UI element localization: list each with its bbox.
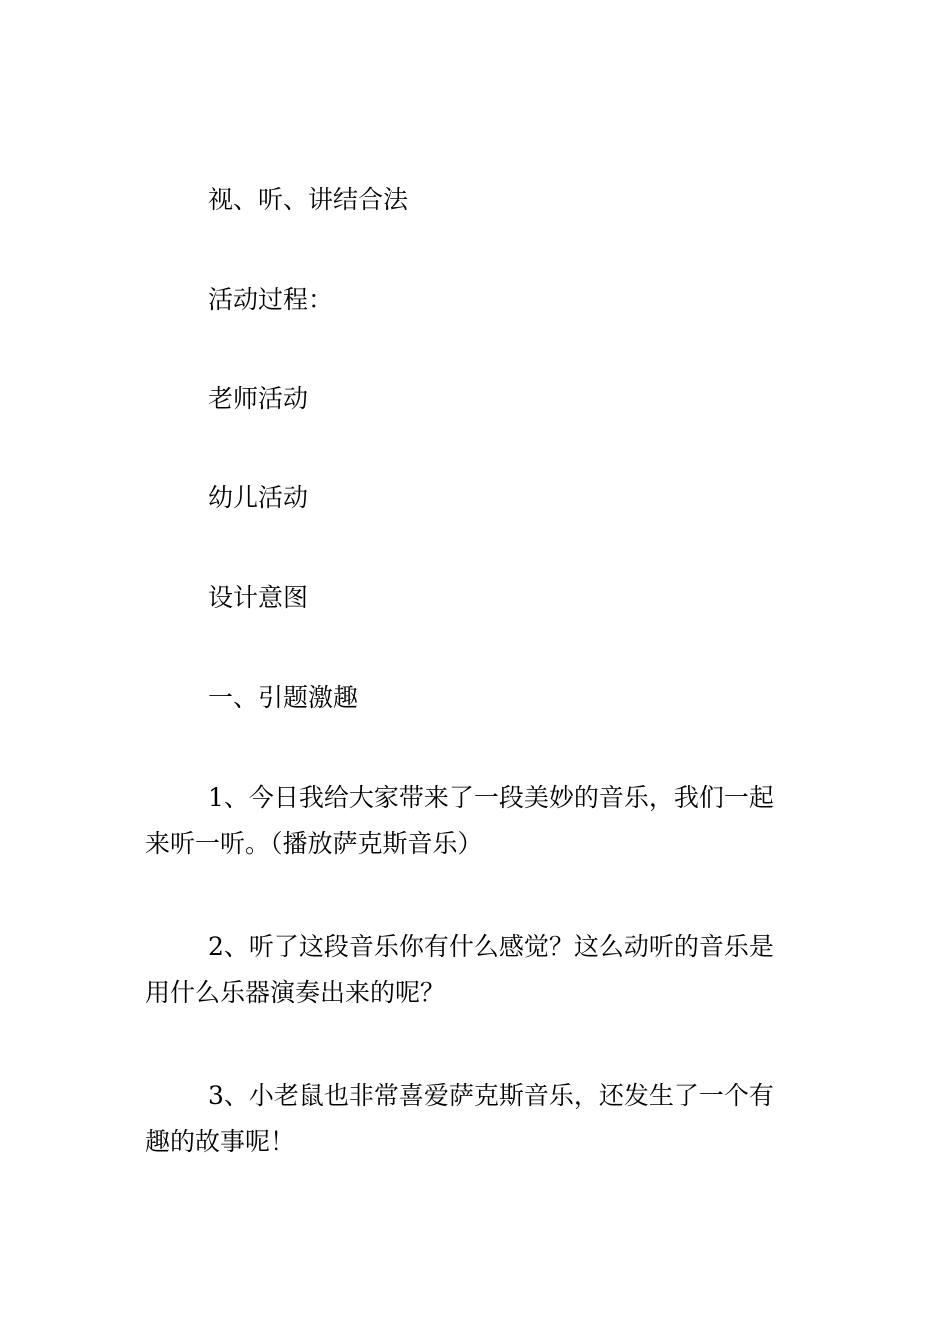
child-activity-label: 幼儿活动 (208, 483, 309, 512)
process-heading: 活动过程： (208, 285, 334, 314)
method-line: 视、听、讲结合法 (208, 185, 409, 214)
section-heading: 一、引题激趣 (208, 683, 359, 712)
design-intent-label: 设计意图 (208, 583, 309, 612)
paragraph-2-line-1: 2、听了这段音乐你有什么感觉？这么动听的音乐是 (208, 932, 774, 961)
paragraph-3 (145, 1083, 810, 1154)
paragraph-2-line-2: 用什么乐器演奏出来的呢？ (145, 978, 446, 1007)
paragraph-2 (145, 934, 810, 1005)
paragraph-1 (145, 785, 810, 856)
paragraph-3-line-1: 3、小老鼠也非常喜爱萨克斯音乐，还发生了一个有 (208, 1081, 774, 1110)
paragraph-1-line-1: 1、今日我给大家带来了一段美妙的音乐，我们一起 (208, 783, 774, 812)
paragraph-1-line-2: 来听一听。（播放萨克斯音乐） (145, 829, 483, 858)
paragraph-3-line-2: 趣的故事呢！ (145, 1127, 296, 1156)
teacher-activity-label: 老师活动 (208, 384, 309, 413)
